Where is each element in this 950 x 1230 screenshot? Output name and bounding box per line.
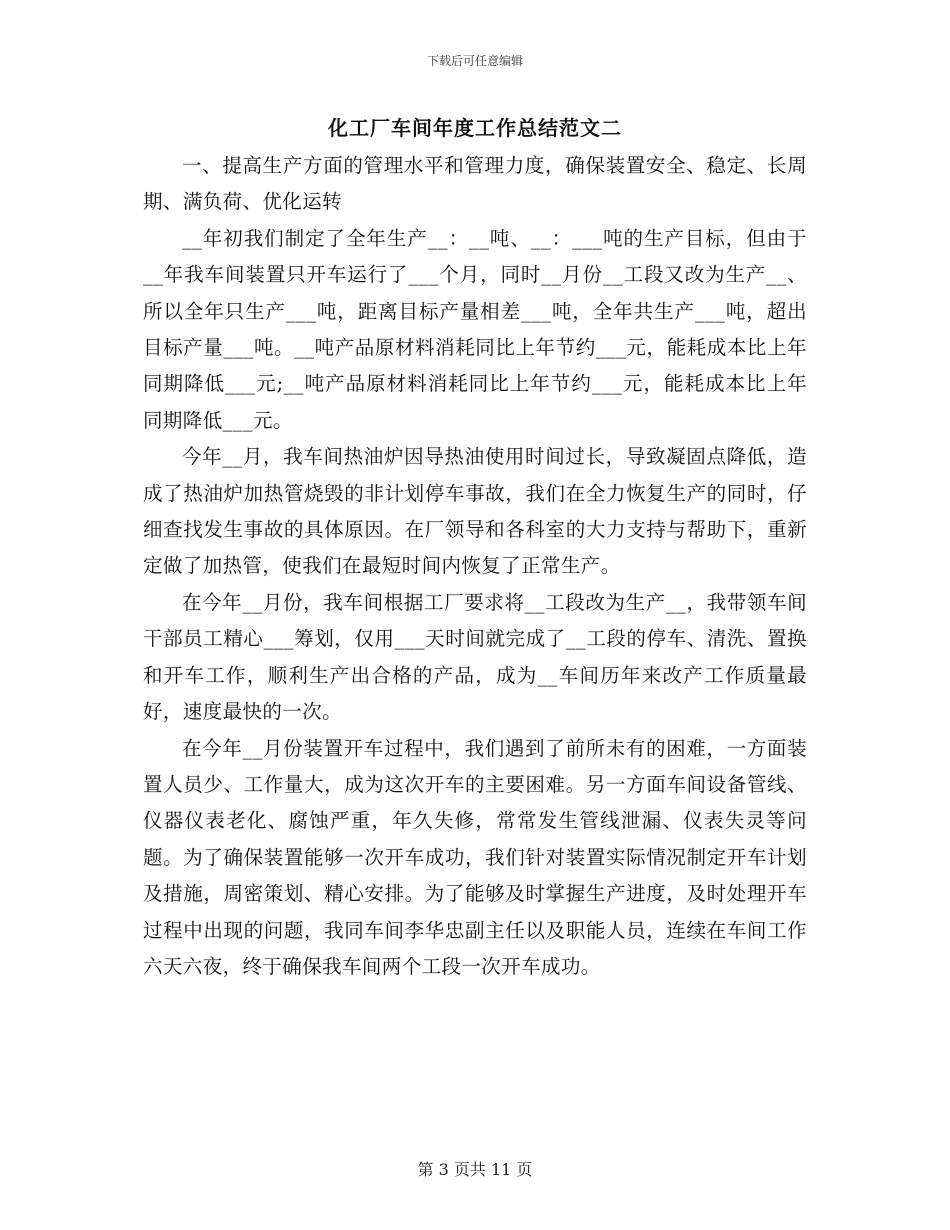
paragraph-4: 在今年__月份，我车间根据工厂要求将__工段改为生产__，我带领车间干部员工精心___筹划，仅用___天时间就完成了__工段的停车、清洗、置换和开车工作，顺利生产出合格的产品，成为__车间历年来改产工作质量最好，速度最快的一次。 — [143, 590, 807, 724]
paragraph-3: 今年__月，我车间热油炉因导热油使用时间过长，导致凝固点降低，造成了热油炉加热管烧毁的非计划停车事故，我们在全力恢复生产的同时，仔细查找发生事故的具体原因。在厂领导和各科室的大力支持与帮助下，重新定做了加热管，使我们在最短时间内恢复了正常生产。 — [143, 445, 807, 578]
document-body — [143, 148, 807, 985]
paragraph-1: 一、提高生产方面的管理水平和管理力度，确保装置安全、稳定、长周期、满负荷、优化运转 — [143, 154, 807, 214]
document-title: 化工厂车间年度工作总结范文二 — [328, 116, 622, 140]
paragraph-5: 在今年__月份装置开车过程中，我们遇到了前所未有的困难，一方面装置人员少、工作量大，成为这次开车的主要困难。另一方面车间设备管线、仪器仪表老化、腐蚀严重，年久失修，常常发生管线泄漏、仪表失灵等问题。为了确保装置能够一次开车成功，我们针对装置实际情况制定开车计划及措施，周密策划、精心安排。为了能够及时掌握生产进度，及时处理开车过程中出现的问题，我同车间李华忠副主任以及职能人员，连续在车间工作六天六夜，终于确保我车间两个工段一次开车成功。 — [143, 736, 807, 978]
paragraph-2: __年初我们制定了全年生产__：__吨、__：___吨的生产目标，但由于__年我车间装置只开车运行了___个月，同时__月份__工段又改为生产__、所以全年只生产___吨，距离目标产量相差___吨，全年共生产___吨，超出目标产量___吨。__吨产品原材料消耗同比上年节约___元，能耗成本比上年同期降低___元;__吨产品原材料消耗同比上年节约___元，能耗成本比上年同期降低___元。 — [143, 226, 807, 432]
page-number-footer: 第 3 页共 11 页 — [417, 1160, 533, 1179]
page-header-note: 下载后可任意编辑 — [426, 54, 523, 68]
